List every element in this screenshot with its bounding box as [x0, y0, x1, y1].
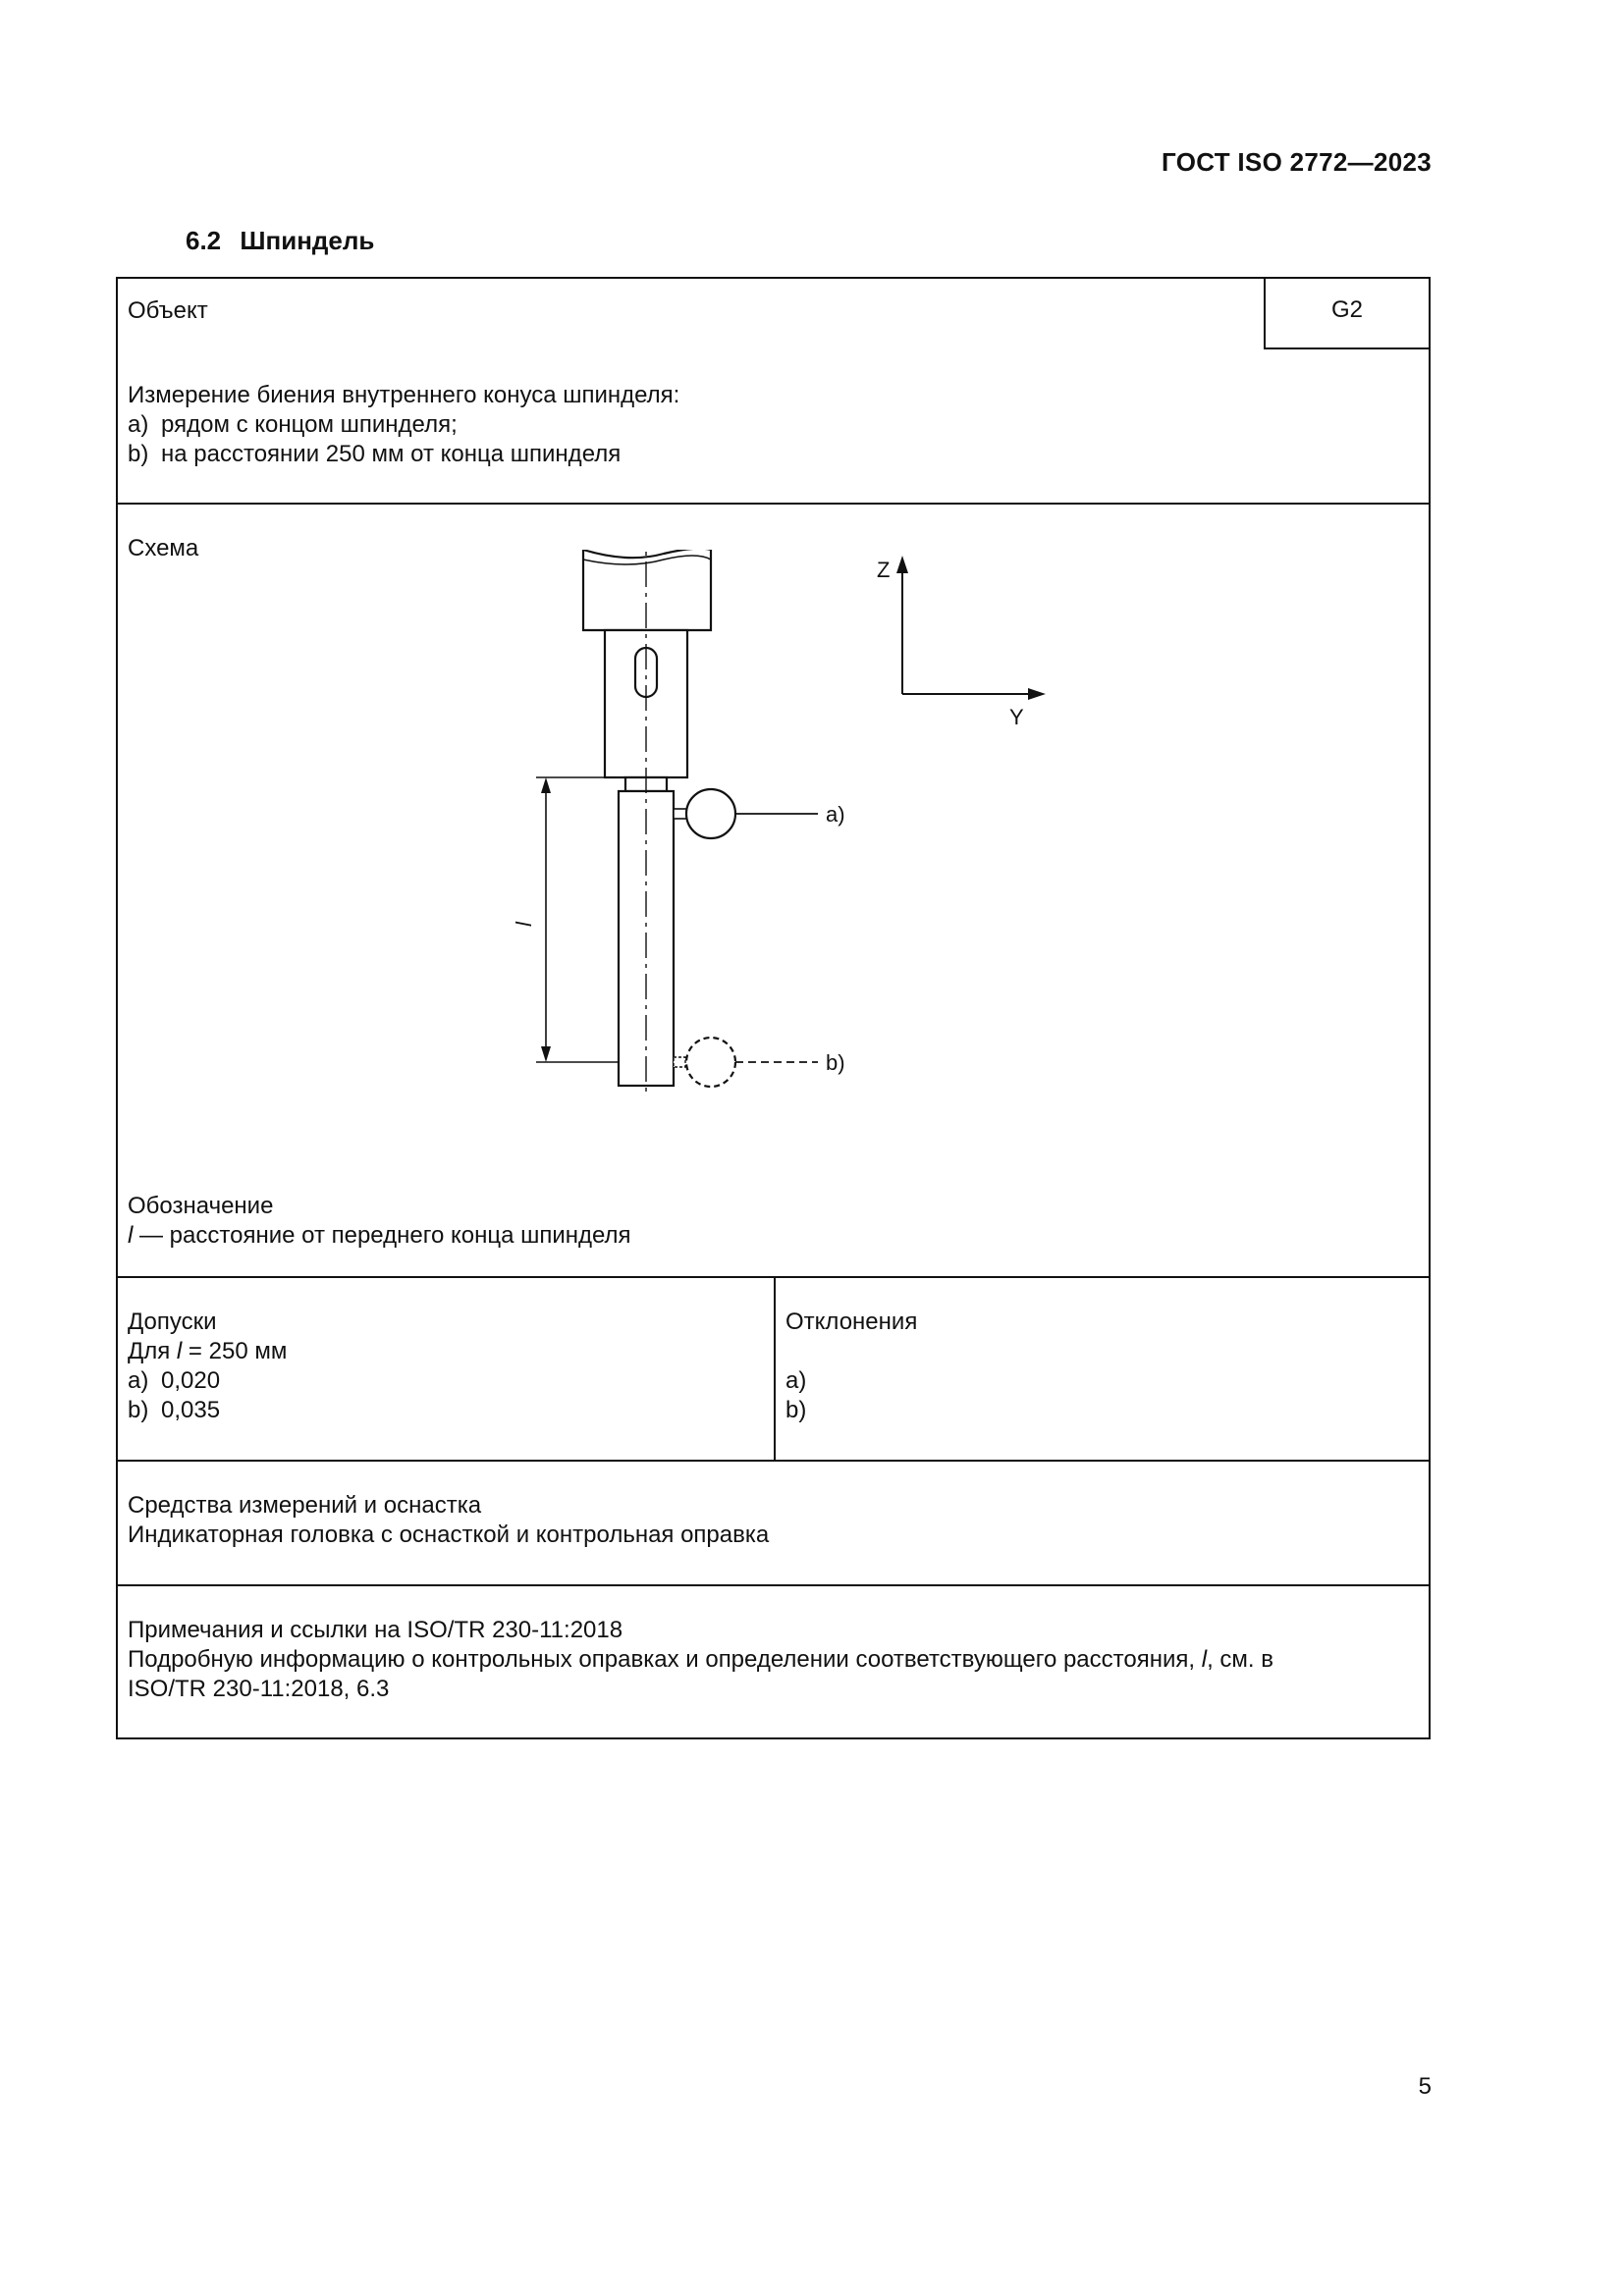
- point-a-label: a): [826, 802, 845, 827]
- axis-z-arrow: [896, 556, 908, 573]
- scheme-label: Схема: [128, 535, 199, 561]
- test-table: [116, 277, 1431, 1739]
- instruments-row: [118, 1462, 1429, 1586]
- tolerance-a: [128, 1366, 220, 1396]
- condition-prefix: Для: [128, 1338, 177, 1364]
- section-number: 6.2: [186, 226, 222, 255]
- tolerance-row: [118, 1278, 1429, 1462]
- legend-entry: [128, 1221, 631, 1251]
- section-title: Шпиндель: [240, 226, 375, 255]
- tolerance-value: 0,020: [161, 1367, 221, 1394]
- notes-symbol: l: [1201, 1646, 1208, 1673]
- notes-label: Примечания и ссылки на ISO/TR 230-11:2018: [128, 1617, 623, 1643]
- scheme-row: [118, 505, 1429, 1278]
- axis-y-label: Y: [1009, 705, 1024, 729]
- tolerances-condition: [128, 1337, 287, 1366]
- object-row: [118, 279, 1429, 505]
- indicator-b: [686, 1038, 735, 1087]
- item-marker: a): [128, 411, 149, 438]
- tolerances-label: Допуски: [128, 1308, 217, 1335]
- legend-symbol: l: [128, 1222, 134, 1249]
- column-divider: [774, 1278, 776, 1460]
- tolerance-value: 0,035: [161, 1397, 221, 1423]
- deviations-label: Отклонения: [785, 1308, 918, 1335]
- dim-arrow-bottom: [541, 1046, 551, 1062]
- object-description: Измерение биения внутреннего конуса шпинделя:: [128, 382, 680, 408]
- tolerance-marker: a): [128, 1367, 149, 1394]
- object-item-a: [128, 410, 458, 440]
- document-id: ГОСТ ISO 2772—2023: [1162, 147, 1432, 177]
- axis-y-arrow: [1028, 688, 1046, 700]
- item-marker: b): [128, 441, 149, 467]
- condition-symbol: l: [176, 1338, 183, 1364]
- deviation-a: a): [785, 1367, 807, 1394]
- condition-suffix: = 250 мм: [182, 1338, 288, 1364]
- spindle-head: [583, 550, 711, 630]
- legend-title: Обозначение: [128, 1193, 274, 1219]
- notes-text-after: , см. в: [1207, 1646, 1273, 1673]
- item-text: рядом с концом шпинделя;: [161, 411, 458, 438]
- section-heading: [186, 226, 374, 256]
- instruments-label: Средства измерений и оснастка: [128, 1492, 482, 1519]
- item-text: на расстоянии 250 мм от конца шпинделя: [161, 441, 622, 467]
- tolerance-b: [128, 1396, 220, 1425]
- scheme-drawing: [118, 550, 1429, 1217]
- notes-text-line2: ISO/TR 230-11:2018, 6.3: [128, 1676, 390, 1702]
- object-item-b: [128, 440, 621, 469]
- notes-text: [128, 1645, 1419, 1675]
- tolerance-marker: b): [128, 1397, 149, 1423]
- axis-z-label: Z: [877, 558, 891, 582]
- notes-text-before: Подробную информацию о контрольных оправках и определении соответствующего расстояния,: [128, 1646, 1202, 1673]
- deviation-b: b): [785, 1397, 807, 1423]
- indicator-b-stem: [674, 1057, 685, 1067]
- test-code: G2: [1264, 279, 1429, 349]
- dim-arrow-top: [541, 777, 551, 793]
- legend-text: — расстояние от переднего конца шпинделя: [133, 1222, 631, 1249]
- page-number: 5: [1418, 2073, 1432, 2100]
- point-b-label: b): [826, 1050, 845, 1075]
- dim-label: l: [512, 922, 536, 927]
- object-label: Объект: [128, 297, 208, 324]
- indicator-a: [686, 789, 735, 838]
- instruments-text: Индикаторная головка с оснасткой и контрольная оправка: [128, 1522, 770, 1548]
- notes-row: [118, 1586, 1429, 1737]
